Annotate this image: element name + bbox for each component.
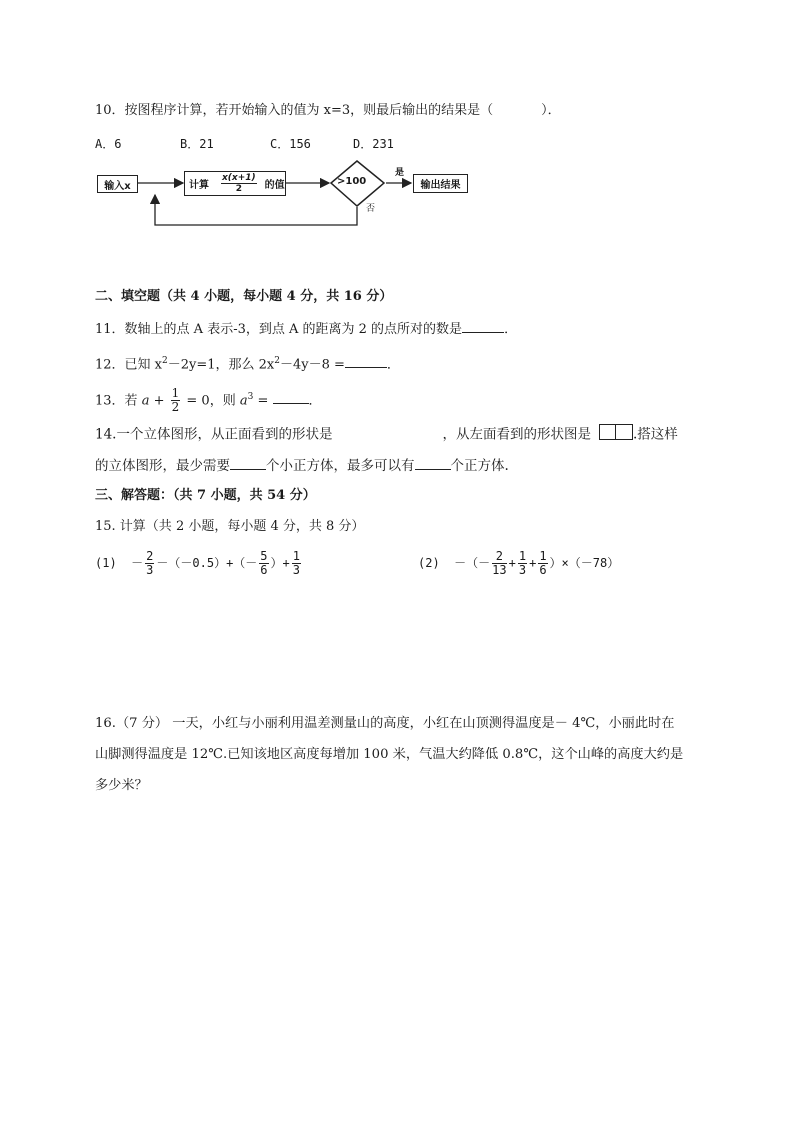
q15-part2: (2) －（－ $\frac{2}{13}$ + $\frac{1}{3}$ + $\frac{1}{6}$ ）×（－78） bbox=[418, 549, 620, 577]
q16-line1: 16.（7 分） 一天，小红与小丽利用温差测量山的高度，小红在山顶测得温度是－ 4℃，小丽此时在 bbox=[95, 716, 675, 731]
q12-text: 12．已知 $x^2-2y=1$，那么 $2x^2-4y-8$ = ． bbox=[95, 351, 400, 375]
flowchart-connectors bbox=[0, 0, 794, 240]
yes-label: 是 bbox=[395, 168, 405, 178]
q16-line2: 山脚测得温度是 12℃.已知该地区高度每增加 100 米，气温大约降低 0.8℃，这个山峰的高度大约是 bbox=[95, 747, 684, 762]
q11-blank bbox=[462, 318, 504, 333]
left-view-squares bbox=[599, 424, 633, 446]
q13-fraction: $\frac{1}{2}$ bbox=[171, 386, 180, 415]
calc-box: 计算 $\frac{x(x+1)}{2}$ 的值 bbox=[184, 171, 286, 196]
q16-line3: 多少米？ bbox=[95, 778, 148, 793]
q10-option-d: D．231 bbox=[353, 137, 394, 151]
q10-flowchart bbox=[0, 0, 794, 240]
q13-blank bbox=[273, 389, 309, 404]
q15-part1: (1) － $\frac{2}{3}$ －（－0.5）+（－ $\frac{5}{6}$ ）+ $\frac{1}{3}$ bbox=[95, 549, 300, 577]
q11-text: 11．数轴上的点 A 表示-3，到点 A 的距离为 2 的点所对的数是 ． bbox=[95, 318, 517, 340]
section3-title: 三、解答题：（共 7 小题，共 54 分） bbox=[95, 488, 316, 503]
q14-line1: 14.一个立体图形，从正面看到的形状是 ，从左面看到的形状图是 .搭这样 bbox=[95, 424, 678, 446]
q10-option-c: C．156 bbox=[270, 137, 311, 151]
condition-label: >100 bbox=[337, 176, 367, 187]
q13-text: 13．若 a + $\frac{1}{2}$ = 0，则 $a^3$ = ． bbox=[95, 386, 322, 415]
calc-fraction: $\frac{x(x+1)}{2}$ bbox=[222, 173, 256, 194]
q15-title: 15. 计算（共 2 小题，每小题 4 分，共 8 分） bbox=[95, 519, 365, 534]
q14-blank-min bbox=[230, 455, 266, 470]
section2-title: 二、填空题（共 4 小题，每小题 4 分，共 16 分） bbox=[95, 289, 393, 304]
q14-blank-max bbox=[415, 455, 451, 470]
q14-line2: 的立体图形，最少需要 个小正方体，最多可以有 个正方体. bbox=[95, 455, 509, 476]
q10-text: 10．按图程序计算，若开始输入的值为 x=3，则最后输出的结果是（ ）． bbox=[95, 103, 561, 118]
q10-option-b: B．21 bbox=[180, 137, 214, 151]
no-label: 否 bbox=[366, 204, 376, 214]
output-box: 输出结果 bbox=[413, 174, 468, 193]
input-box: 输入x bbox=[97, 175, 138, 193]
q10-option-a: A．6 bbox=[95, 137, 122, 151]
q12-blank bbox=[345, 353, 387, 368]
